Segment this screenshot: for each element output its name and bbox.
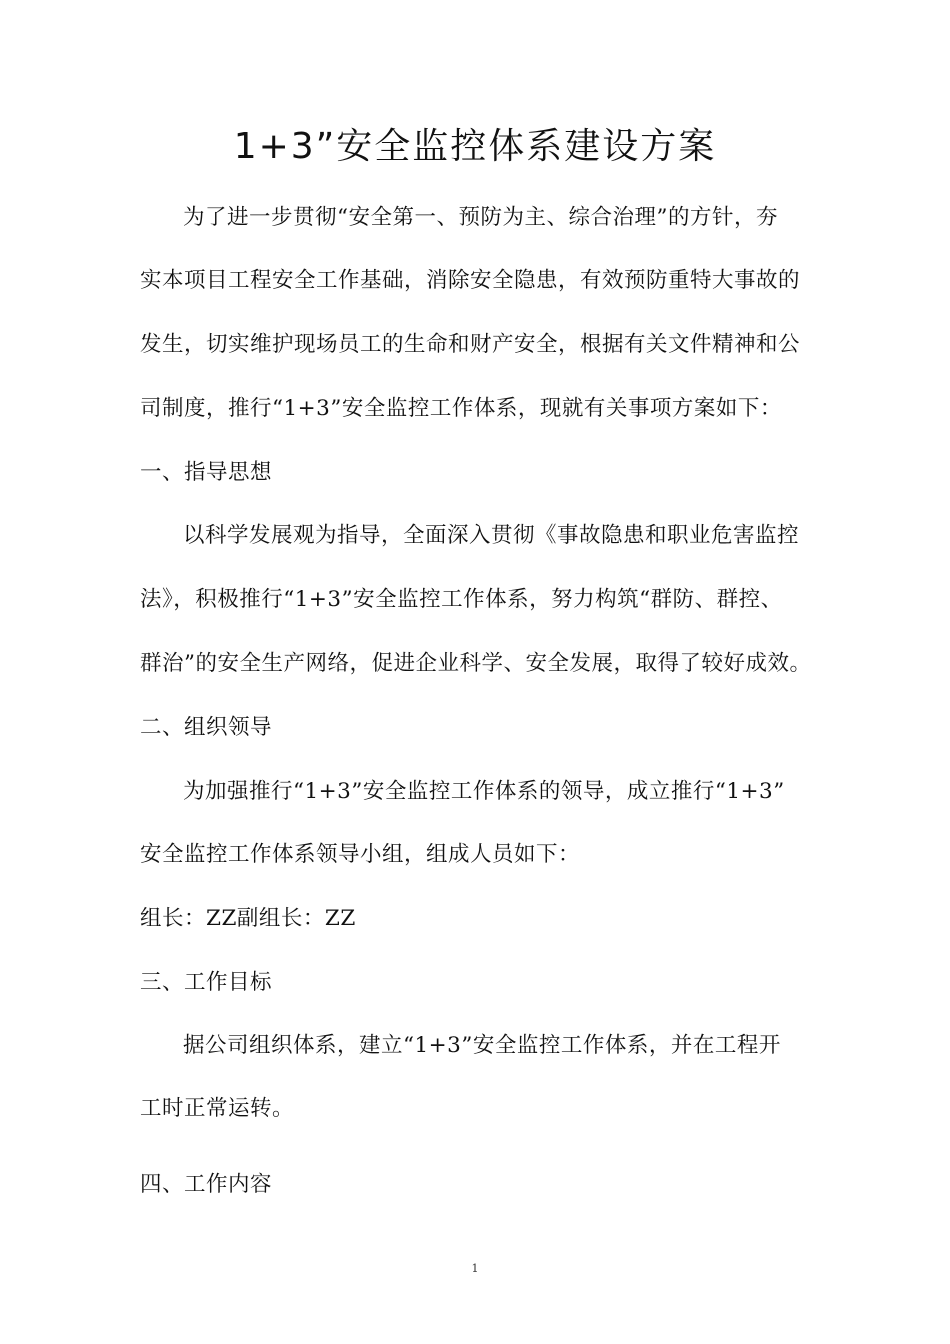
paragraph-line: 为加强推行“1+3”安全监控工作体系的领导，成立推行“1+3”: [183, 779, 785, 804]
paragraph-line: 为了进一步贯彻“安全第一、预防为主、综合治理”的方针，夯: [183, 205, 778, 230]
paragraph-line: 群治”的安全生产网络，促进企业科学、安全发展，取得了较好成效。: [140, 651, 812, 676]
page-number: 1: [471, 1262, 479, 1275]
paragraph-line: 法》，积极推行“1+3”安全监控工作体系，努力构筑“群防、群控、: [140, 587, 783, 612]
section-heading: 四、工作内容: [140, 1172, 273, 1197]
paragraph-line: 司制度，推行“1+3”安全监控工作体系，现就有关事项方案如下：: [140, 396, 782, 421]
paragraph-line: 以科学发展观为指导，全面深入贯彻《事故隐患和职业危害监控: [183, 523, 800, 548]
team-members-line: 组长：ZZ副组长：ZZ: [140, 906, 356, 931]
paragraph-line: 发生，切实维护现场员工的生命和财产安全，根据有关文件精神和公: [140, 332, 801, 357]
paragraph-line: 安全监控工作体系领导小组，组成人员如下：: [140, 842, 581, 867]
document-title: 1+3”安全监控体系建设方案: [233, 126, 717, 167]
paragraph-line: 工时正常运转。: [140, 1096, 295, 1121]
section-heading: 三、工作目标: [140, 970, 273, 995]
paragraph-line: 实本项目工程安全工作基础，消除安全隐患，有效预防重特大事故的: [140, 268, 801, 293]
section-heading: 一、指导思想: [140, 460, 273, 485]
paragraph-line: 据公司组织体系，建立“1+3”安全监控工作体系，并在工程开: [183, 1033, 781, 1058]
section-heading: 二、组织领导: [140, 715, 273, 740]
